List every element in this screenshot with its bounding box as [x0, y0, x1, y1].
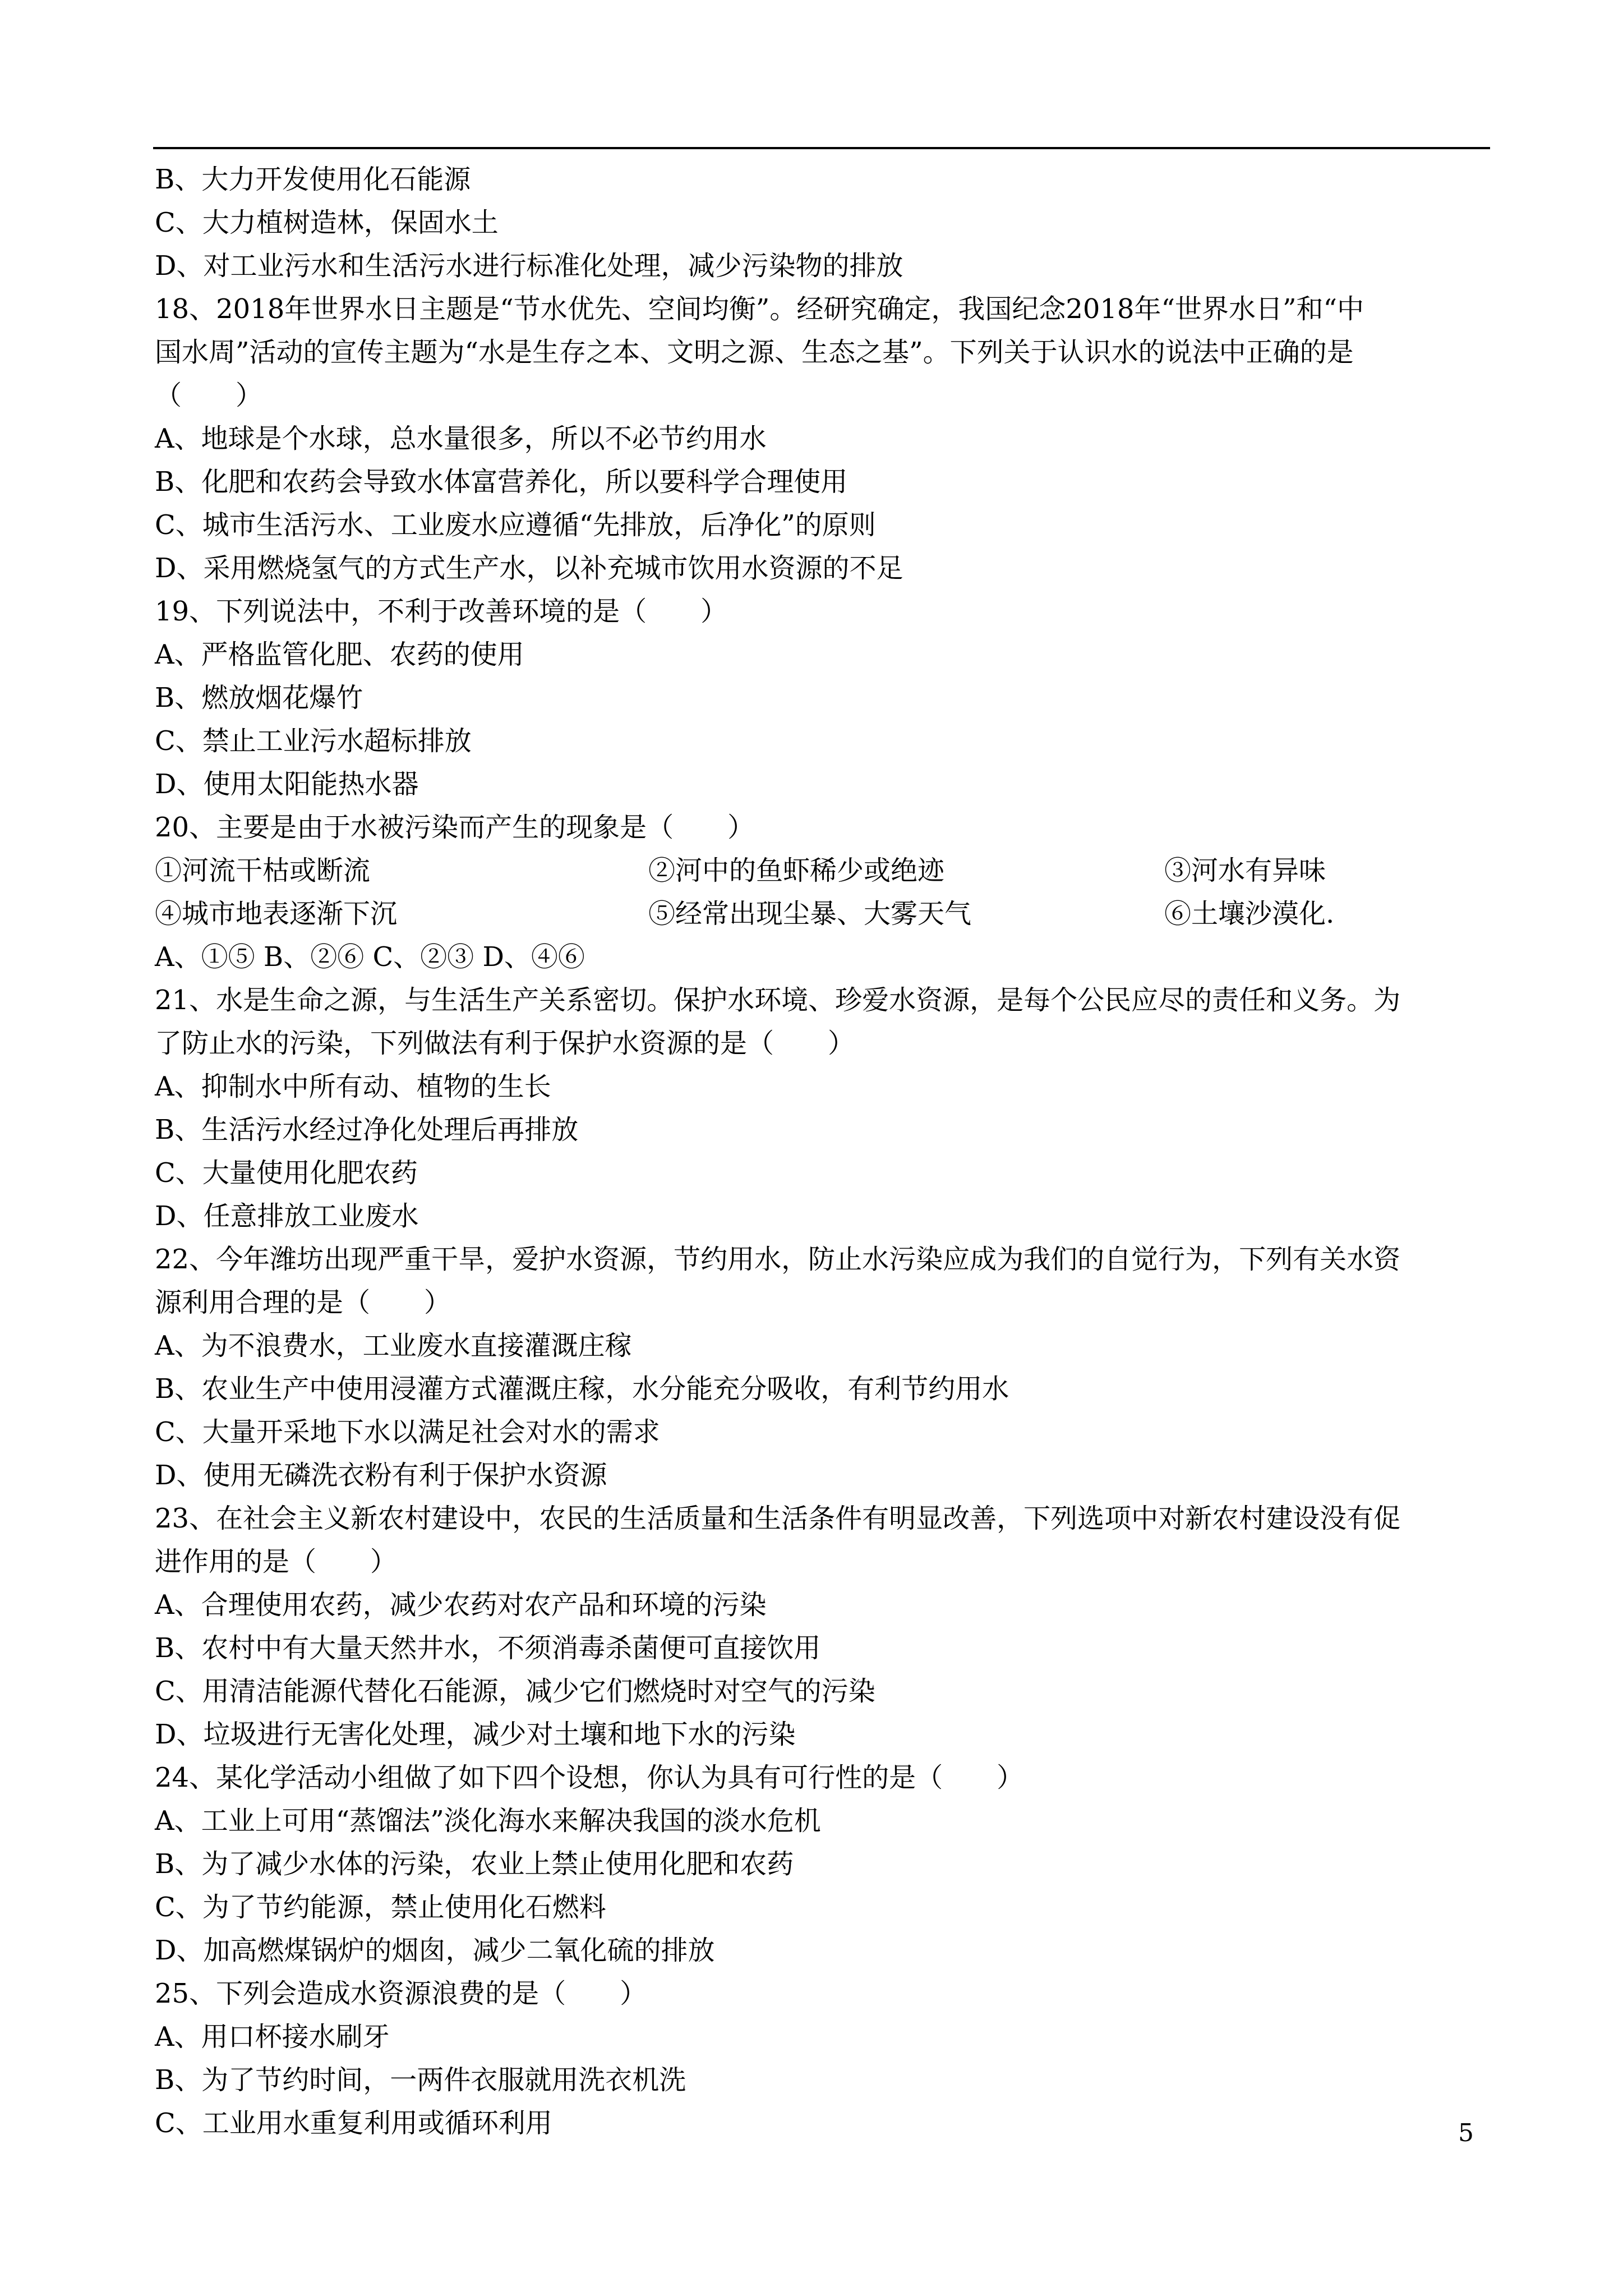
text-line: B、燃放烟花爆竹 — [155, 682, 363, 714]
text-line: B、农业生产中使用浸灌方式灌溉庄稼，水分能充分吸收，有利节约用水 — [155, 1373, 1009, 1405]
text-line: A、地球是个水球，总水量很多，所以不必节约用水 — [155, 423, 767, 454]
text-line: 进作用的是（ ） — [155, 1546, 398, 1577]
text-line: D、任意排放工业废水 — [155, 1200, 419, 1232]
text-line: B、大力开发使用化石能源 — [155, 164, 471, 195]
q20-option: ⑥土壤沙漠化. — [1164, 898, 1335, 930]
document-body — [155, 158, 1490, 2145]
q20-options-row-1 — [155, 849, 1490, 892]
text-line: （ ） — [155, 380, 263, 411]
text-line: 源利用合理的是（ ） — [155, 1287, 451, 1318]
text-line: C、禁止工业污水超标排放 — [155, 725, 472, 757]
text-line: C、大力植树造林，保固水土 — [155, 207, 499, 238]
question-18: 18、2018年世界水日主题是“节水优先、空间均衡”。经研究确定，我国纪念2018年“世界水日”和“中 — [155, 293, 1364, 325]
text-line: C、城市生活污水、工业废水应遵循“先排放，后净化”的原则 — [155, 509, 876, 541]
text-line: A、严格监管化肥、农药的使用 — [155, 639, 524, 670]
question-20: 20、主要是由于水被污染而产生的现象是（ ） — [155, 812, 755, 843]
q20-options-row-2 — [155, 892, 1490, 936]
text-line: D、使用太阳能热水器 — [155, 769, 419, 800]
text-line: A、①⑤ B、②⑥ C、②③ D、④⑥ — [155, 941, 585, 973]
text-line: B、为了节约时间，一两件衣服就用洗衣机洗 — [155, 2064, 686, 2096]
text-line: C、工业用水重复利用或循环利用 — [155, 2108, 552, 2139]
text-line: C、用清洁能源代替化石能源，减少它们燃烧时对空气的污染 — [155, 1676, 875, 1707]
header-rule — [153, 147, 1490, 149]
q20-option: ②河中的鱼虾稀少或绝迹 — [648, 855, 945, 886]
text-line: 国水周”活动的宣传主题为“水是生存之本、文明之源、生态之基”。下列关于认识水的说法中正确的是 — [155, 337, 1354, 368]
question-23: 23、在社会主义新农村建设中，农民的生活质量和生活条件有明显改善，下列选项中对新农村建设没有促 — [155, 1503, 1401, 1534]
text-line: C、大量开采地下水以满足社会对水的需求 — [155, 1416, 660, 1448]
text-line: A、合理使用农药，减少农药对农产品和环境的污染 — [155, 1589, 767, 1621]
q20-option: ③河水有异味 — [1164, 855, 1326, 886]
question-19: 19、下列说法中，不利于改善环境的是（ ） — [155, 596, 728, 627]
page-number: 5 — [1458, 2119, 1474, 2147]
text-line: A、为不浪费水，工业废水直接灌溉庄稼 — [155, 1330, 632, 1361]
text-line: B、为了减少水体的污染，农业上禁止使用化肥和农药 — [155, 1848, 794, 1880]
text-line: D、对工业污水和生活污水进行标准化处理，减少污染物的排放 — [155, 250, 903, 282]
text-line: A、工业上可用“蒸馏法”淡化海水来解决我国的淡水危机 — [155, 1805, 821, 1837]
text-line: C、大量使用化肥农药 — [155, 1157, 418, 1189]
text-line: B、农村中有大量天然井水，不须消毒杀菌便可直接饮用 — [155, 1632, 821, 1664]
q20-option: ①河流干枯或断流 — [155, 855, 371, 886]
text-line: D、加高燃煤锅炉的烟囱，减少二氧化硫的排放 — [155, 1935, 715, 1966]
question-25: 25、下列会造成水资源浪费的是（ ） — [155, 1978, 647, 2009]
question-21: 21、水是生命之源，与生活生产关系密切。保护水环境、珍爱水资源，是每个公民应尽的责任和义务。为 — [155, 984, 1401, 1016]
text-line: D、垃圾进行无害化处理，减少对土壤和地下水的污染 — [155, 1719, 796, 1750]
text-line: B、化肥和农药会导致水体富营养化，所以要科学合理使用 — [155, 466, 848, 498]
text-line: D、使用无磷洗衣粉有利于保护水资源 — [155, 1460, 607, 1491]
text-line: D、采用燃烧氢气的方式生产水，以补充城市饮用水资源的不足 — [155, 553, 903, 584]
question-24: 24、某化学活动小组做了如下四个设想，你认为具有可行性的是（ ） — [155, 1762, 1024, 1793]
text-line: A、用口杯接水刷牙 — [155, 2021, 390, 2053]
text-line: B、生活污水经过净化处理后再排放 — [155, 1114, 579, 1145]
text-line: 了防止水的污染，下列做法有利于保护水资源的是（ ） — [155, 1028, 855, 1059]
question-22: 22、今年潍坊出现严重干旱，爱护水资源，节约用水，防止水污染应成为我们的自觉行为，下列有关水资 — [155, 1244, 1401, 1275]
q20-option: ⑤经常出现尘暴、大雾天气 — [648, 898, 972, 930]
text-line: C、为了节约能源，禁止使用化石燃料 — [155, 1892, 606, 1923]
q20-option: ④城市地表逐渐下沉 — [155, 898, 398, 930]
text-line: A、抑制水中所有动、植物的生长 — [155, 1071, 551, 1102]
